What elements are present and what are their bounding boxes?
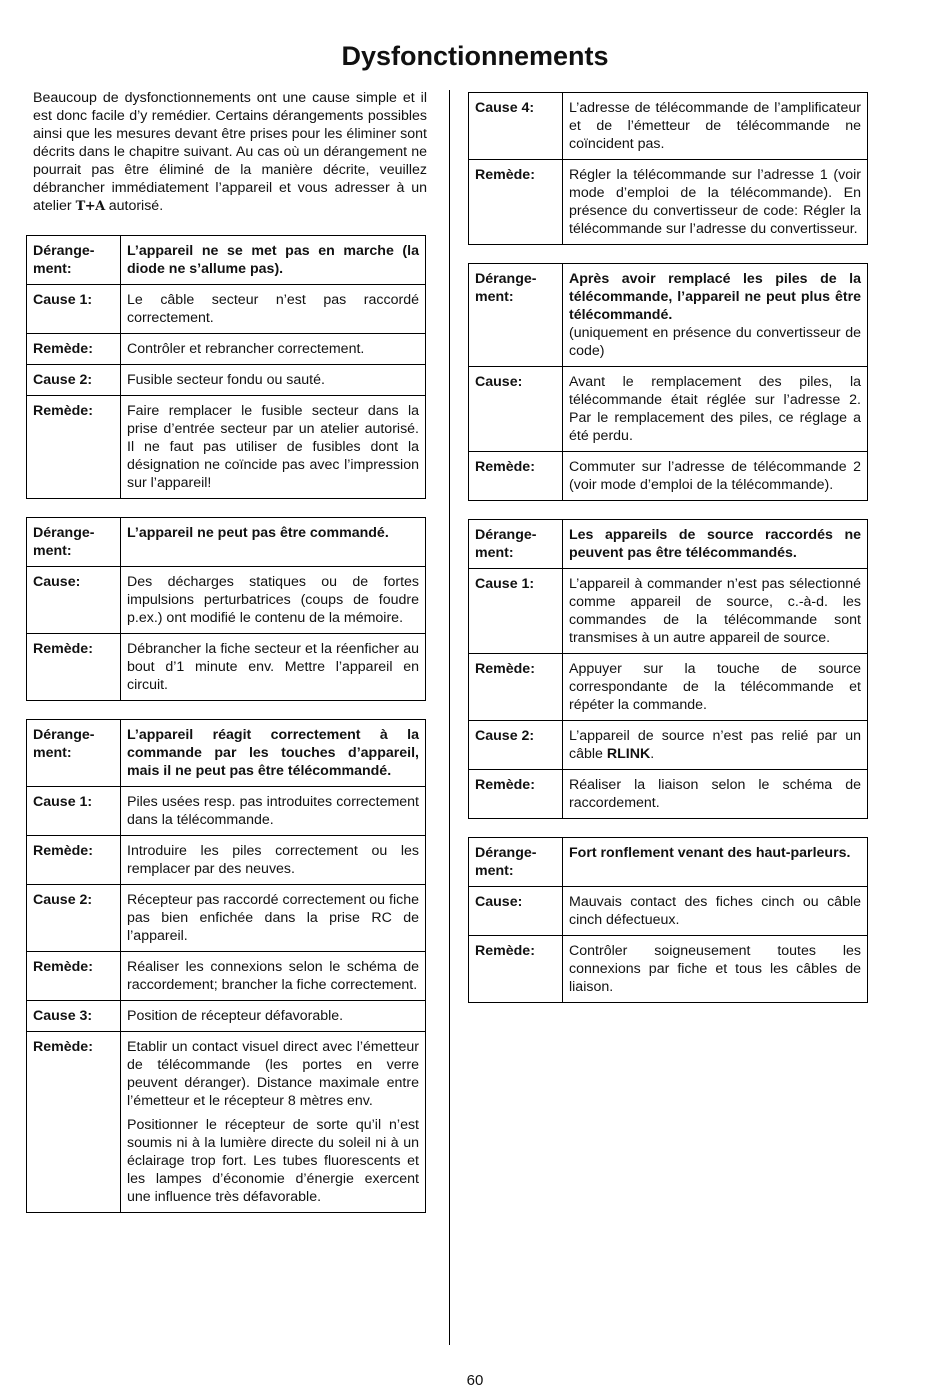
- page-number: 60: [466, 1372, 484, 1389]
- row-label: Dérange-ment:: [469, 520, 563, 569]
- row-text: Avant le remplacement des piles, la télécommande était réglée sur l’adresse 2. Par le remplacement des piles, ce réglage a été perdu.: [569, 374, 861, 444]
- row-label: Remède:: [469, 452, 563, 501]
- row-text: [563, 721, 868, 770]
- row-label: Cause:: [469, 887, 563, 936]
- row-label: Dérange-ment:: [27, 518, 121, 567]
- table-row: [27, 885, 426, 952]
- fault-table-2: [26, 517, 426, 701]
- row-text: Position de récepteur défavorable.: [127, 1008, 344, 1024]
- fault-heading: Fort ronflement venant des haut-parleurs.: [569, 845, 851, 861]
- left-column: [26, 235, 426, 1231]
- row-label: Dérange-ment:: [27, 720, 121, 787]
- intro-text-end: autorisé.: [108, 198, 164, 214]
- row-label: Cause 3:: [27, 1001, 121, 1032]
- row-label: Remède:: [27, 334, 121, 365]
- table-row: [27, 720, 426, 787]
- row-text: Débrancher la fiche secteur et la réenficher au bout d’1 minute env. Mettre l’appareil en circuit.: [127, 641, 419, 693]
- row-label: Remède:: [469, 160, 563, 245]
- table-row: [27, 634, 426, 701]
- table-row: [27, 365, 426, 396]
- row-label: Remède:: [469, 654, 563, 721]
- row-text: L’appareil à commander n’est pas sélectionné comme appareil de source, c.-à-d. les commandes de la télécommande sont transmises à un autre appareil de source.: [569, 576, 861, 646]
- rlink-label: RLINK: [606, 746, 651, 762]
- fault-heading: L’appareil réagit correctement à la commande par les touches d’appareil, mais il ne peut pas être télécommandé.: [127, 727, 419, 779]
- table-row: [27, 787, 426, 836]
- cause-text: L’appareil de source n’est pas relié par un câble: [569, 728, 861, 762]
- row-label: Remède:: [27, 1032, 121, 1213]
- table-row: [469, 520, 868, 569]
- page-title: Dysfonctionnements: [341, 41, 609, 71]
- table-row: [469, 452, 868, 501]
- row-label: Cause 2:: [27, 365, 121, 396]
- remedy-paragraph-1: Etablir un contact visuel direct avec l’émetteur de télécommande (les portes en verre peuvent déranger). Distance maximale entre l’émetteur et le récepteur 8 mètres env.: [127, 1039, 419, 1109]
- fault-table-3: [26, 719, 426, 1213]
- row-text: Réaliser la liaison selon le schéma de raccordement.: [569, 777, 861, 811]
- row-text: Réaliser les connexions selon le schéma de raccordement; brancher la fiche correctement.: [127, 959, 419, 993]
- row-text: Régler la télécommande sur l’adresse 1 (voir mode d’emploi de la télécommande). En présence du convertisseur de code: Régler la télécommande sur l’adresse du convertisseur.: [569, 167, 861, 237]
- row-text: Récepteur pas raccordé correctement ou fiche pas bien enfichée dans la prise RC de l’appareil.: [127, 892, 419, 944]
- row-label: Cause:: [27, 567, 121, 634]
- fault-heading: Les appareils de source raccordés ne peuvent pas être télécommandés.: [569, 527, 861, 561]
- row-label: Cause:: [469, 367, 563, 452]
- table-row: [27, 285, 426, 334]
- row-label: Remède:: [27, 952, 121, 1001]
- table-row: [469, 654, 868, 721]
- table-row: [469, 887, 868, 936]
- row-text: Faire remplacer le fusible secteur dans la prise d’entrée secteur par un atelier autorisé. Il ne faut pas utiliser de fusibles dont la désignation ne coïncide pas avec l’impression sur l’appareil!: [127, 403, 419, 491]
- fault-table-1: [26, 235, 426, 499]
- table-row: [27, 236, 426, 285]
- row-text: Appuyer sur la touche de source correspondante de la télécommande et répéter la commande.: [569, 661, 861, 713]
- row-text: Le câble secteur n’est pas raccordé correctement.: [127, 292, 419, 326]
- table-row: [469, 264, 868, 367]
- table-row: [469, 721, 868, 770]
- fault-table-5: [468, 263, 868, 501]
- row-label: Cause 4:: [469, 93, 563, 160]
- fault-table-6: [468, 519, 868, 819]
- row-label: Cause 1:: [469, 569, 563, 654]
- row-text: [121, 1032, 426, 1213]
- row-text: Mauvais contact des fiches cinch ou câble cinch défectueux.: [569, 894, 861, 928]
- fault-heading: L’appareil ne se met pas en marche (la diode ne s’allume pas).: [127, 243, 419, 277]
- intro-text: Beaucoup de dysfonctionnements ont une cause simple et il est donc facile d’y remédier. Certains dérangements possibles ainsi que les mesures devant être prises pour les éliminer sont décrits dans le chapitre suivant. Au cas où un dérangement ne pourrait pas être éliminé de la manière décrite, veuillez débrancher immédiatement l’appareil et vous adresser à un atelier: [33, 90, 427, 214]
- row-text: Introduire les piles correctement ou les remplacer par des neuves.: [127, 843, 419, 877]
- table-row: [469, 160, 868, 245]
- table-row: [469, 936, 868, 1003]
- table-row: [27, 952, 426, 1001]
- remedy-paragraph-2: Positionner le récepteur de sorte qu’il n’est soumis ni à la lumière directe du soleil ni à un éclairage trop fort. Les tubes fluorescents et les lampes d’économie d’énergie exercent une influence très défavorable.: [127, 1117, 419, 1205]
- row-text: Contrôler et rebrancher correctement.: [127, 341, 365, 357]
- row-label: Dérange-ment:: [469, 838, 563, 887]
- row-label: Remède:: [27, 634, 121, 701]
- table-row: [27, 1032, 426, 1213]
- right-column: [468, 92, 868, 1021]
- cause-text-end: .: [650, 746, 655, 762]
- row-label: Remède:: [27, 396, 121, 499]
- row-label: Dérange-ment:: [469, 264, 563, 367]
- row-text: L’adresse de télécommande de l’amplificateur et de l’émetteur de télécommande ne coïncident pas.: [569, 100, 861, 152]
- row-label: Remède:: [469, 936, 563, 1003]
- fault-heading: L’appareil ne peut pas être commandé.: [127, 525, 389, 541]
- table-row: [27, 567, 426, 634]
- table-row: [469, 838, 868, 887]
- row-text: Des décharges statiques ou de fortes impulsions perturbatrices (coups de foudre p.ex.) ont modifié le contenu de la mémoire.: [127, 574, 419, 626]
- table-row: [27, 334, 426, 365]
- column-divider: [449, 90, 450, 1345]
- table-row: [469, 367, 868, 452]
- table-row: [27, 396, 426, 499]
- row-label: Remède:: [27, 836, 121, 885]
- row-label: Cause 1:: [27, 787, 121, 836]
- table-row: [469, 770, 868, 819]
- row-label: Cause 1:: [27, 285, 121, 334]
- table-row: [27, 1001, 426, 1032]
- row-text: Fusible secteur fondu ou sauté.: [127, 372, 325, 388]
- row-text: Commuter sur l’adresse de télécommande 2 (voir mode d’emploi de la télécommande).: [569, 459, 861, 493]
- fault-note: (uniquement en présence du convertisseur de code): [569, 325, 861, 359]
- fault-table-7: [468, 837, 868, 1003]
- fault-heading-text: Après avoir remplacé les piles de la télécommande, l’appareil ne peut plus être télécommandé.: [569, 271, 861, 323]
- intro-paragraph: [33, 89, 427, 216]
- brand-logo: T+A: [75, 199, 105, 214]
- table-row: [27, 836, 426, 885]
- table-row: [27, 518, 426, 567]
- fault-table-4: [468, 92, 868, 245]
- row-label: Remède:: [469, 770, 563, 819]
- row-text: Contrôler soigneusement toutes les connexions par fiche et tous les câbles de liaison.: [569, 943, 861, 995]
- row-label: Dérange-ment:: [27, 236, 121, 285]
- row-text: Piles usées resp. pas introduites correctement dans la télécommande.: [127, 794, 419, 828]
- fault-heading: [563, 264, 868, 367]
- row-label: Cause 2:: [27, 885, 121, 952]
- table-row: [469, 93, 868, 160]
- table-row: [469, 569, 868, 654]
- row-label: Cause 2:: [469, 721, 563, 770]
